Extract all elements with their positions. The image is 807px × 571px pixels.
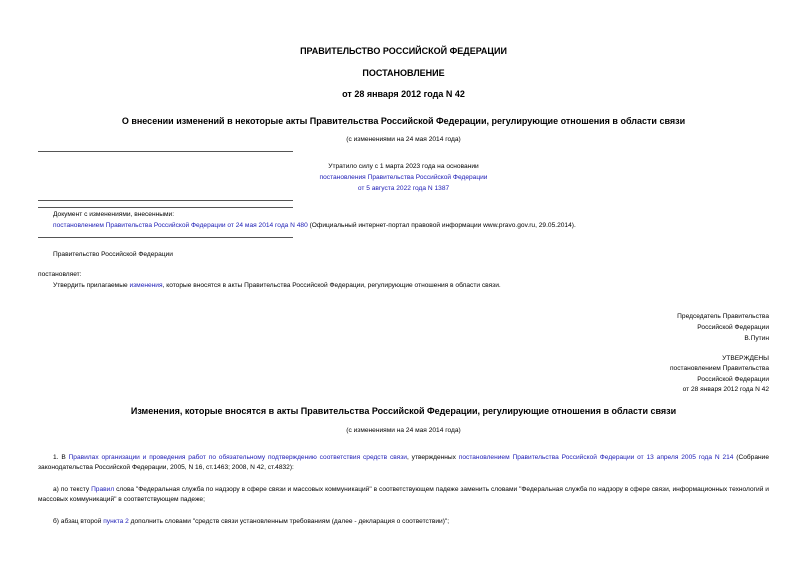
divider — [38, 207, 293, 208]
document-title: О внесении изменений в некоторые акты Правительства Российской Федерации, регулирующие отношения в области связи — [121, 116, 686, 126]
divider — [38, 237, 293, 238]
decree-2005-link[interactable]: постановлением Правительства Российской Федерации от 13 апреля 2005 года N 214 — [458, 454, 734, 461]
government-decides: Правительство Российской Федерации — [53, 251, 173, 258]
changes-title: Изменения, которые вносятся в акты Правительства Российской Федерации, регулирующие отношения в области связи — [130, 406, 677, 416]
divider — [38, 151, 293, 152]
approved-country: Российской Федерации — [697, 376, 769, 383]
approved-heading: УТВЕРЖДЕНЫ — [722, 355, 769, 362]
divider — [38, 200, 293, 201]
document-type: ПОСТАНОВЛЕНИЕ — [362, 68, 445, 78]
changes-doc-line — [53, 222, 576, 229]
rules-link[interactable]: Правилах организации и проведения работ по обязательному подтверждению соответствия средств связи — [68, 454, 407, 461]
signature-title: Председатель Правительства — [677, 313, 769, 320]
clause-2-link[interactable]: пункта 2 — [103, 518, 129, 525]
government-heading: ПРАВИТЕЛЬСТВО РОССИЙСКОЙ ФЕДЕРАЦИИ — [300, 46, 507, 56]
decrees-label: постановляет: — [38, 271, 82, 278]
signature-country: Российской Федерации — [697, 324, 769, 331]
change-item-a: а) по тексту Правил слова "Федеральная служба по надзору в сфере связи и массовых коммуникаций" в соответствующем падеже заменить словами "Федеральная служба по надзору в сфере связи, информационных технологий и массовых коммуникаций" в соответствующем падеже; — [38, 486, 769, 503]
signature-name: В.Путин — [744, 335, 769, 342]
amendment-note: (с изменениями на 24 мая 2014 года) — [346, 136, 461, 143]
changes-link[interactable]: изменения — [129, 282, 163, 289]
expired-decree-link[interactable]: постановления Правительства Российской Федерации — [319, 174, 488, 181]
changes-doc-label: Документ с изменениями, внесенными: — [53, 211, 175, 218]
expired-notice: Утратило силу с 1 марта 2023 года на основании — [328, 163, 479, 170]
changes-amendment-note: (с изменениями на 24 мая 2014 года) — [346, 427, 461, 434]
approved-date: от 28 января 2012 года N 42 — [682, 386, 769, 393]
changes-doc-source: (Официальный интернет-портал правовой информации www.pravo.gov.ru, 29.05.2014). — [307, 222, 576, 229]
rules-text-link[interactable]: Правил — [91, 486, 115, 493]
document-date-number: от 28 января 2012 года N 42 — [342, 89, 465, 99]
change-item-1: 1. В Правилах организации и проведения работ по обязательному подтверждению соответствия средств связи, утвержденных постановлением Правительства Российской Федерации от 13 апреля 2005 года N 214 (Собрание законодательства Российской Федерации, 2005, N 16, ст.1463; 2008, N 42, ст.4832): — [38, 454, 770, 471]
approve-paragraph: Утвердить прилагаемые изменения, которые вносятся в акты Правительства Российской Федерации, регулирующие отношения в области связи. — [53, 282, 501, 289]
expired-decree-date-link[interactable]: от 5 августа 2022 года N 1387 — [357, 185, 450, 192]
changes-decree-link[interactable]: постановлением Правительства Российской Федерации от 24 мая 2014 года N 480 — [53, 222, 308, 229]
approved-by: постановлением Правительства — [669, 365, 769, 372]
change-item-b: б) абзац второй пункта 2 дополнить словами "средств связи установленным требованиям (далее - декларация о соответствии)"; — [53, 518, 450, 525]
